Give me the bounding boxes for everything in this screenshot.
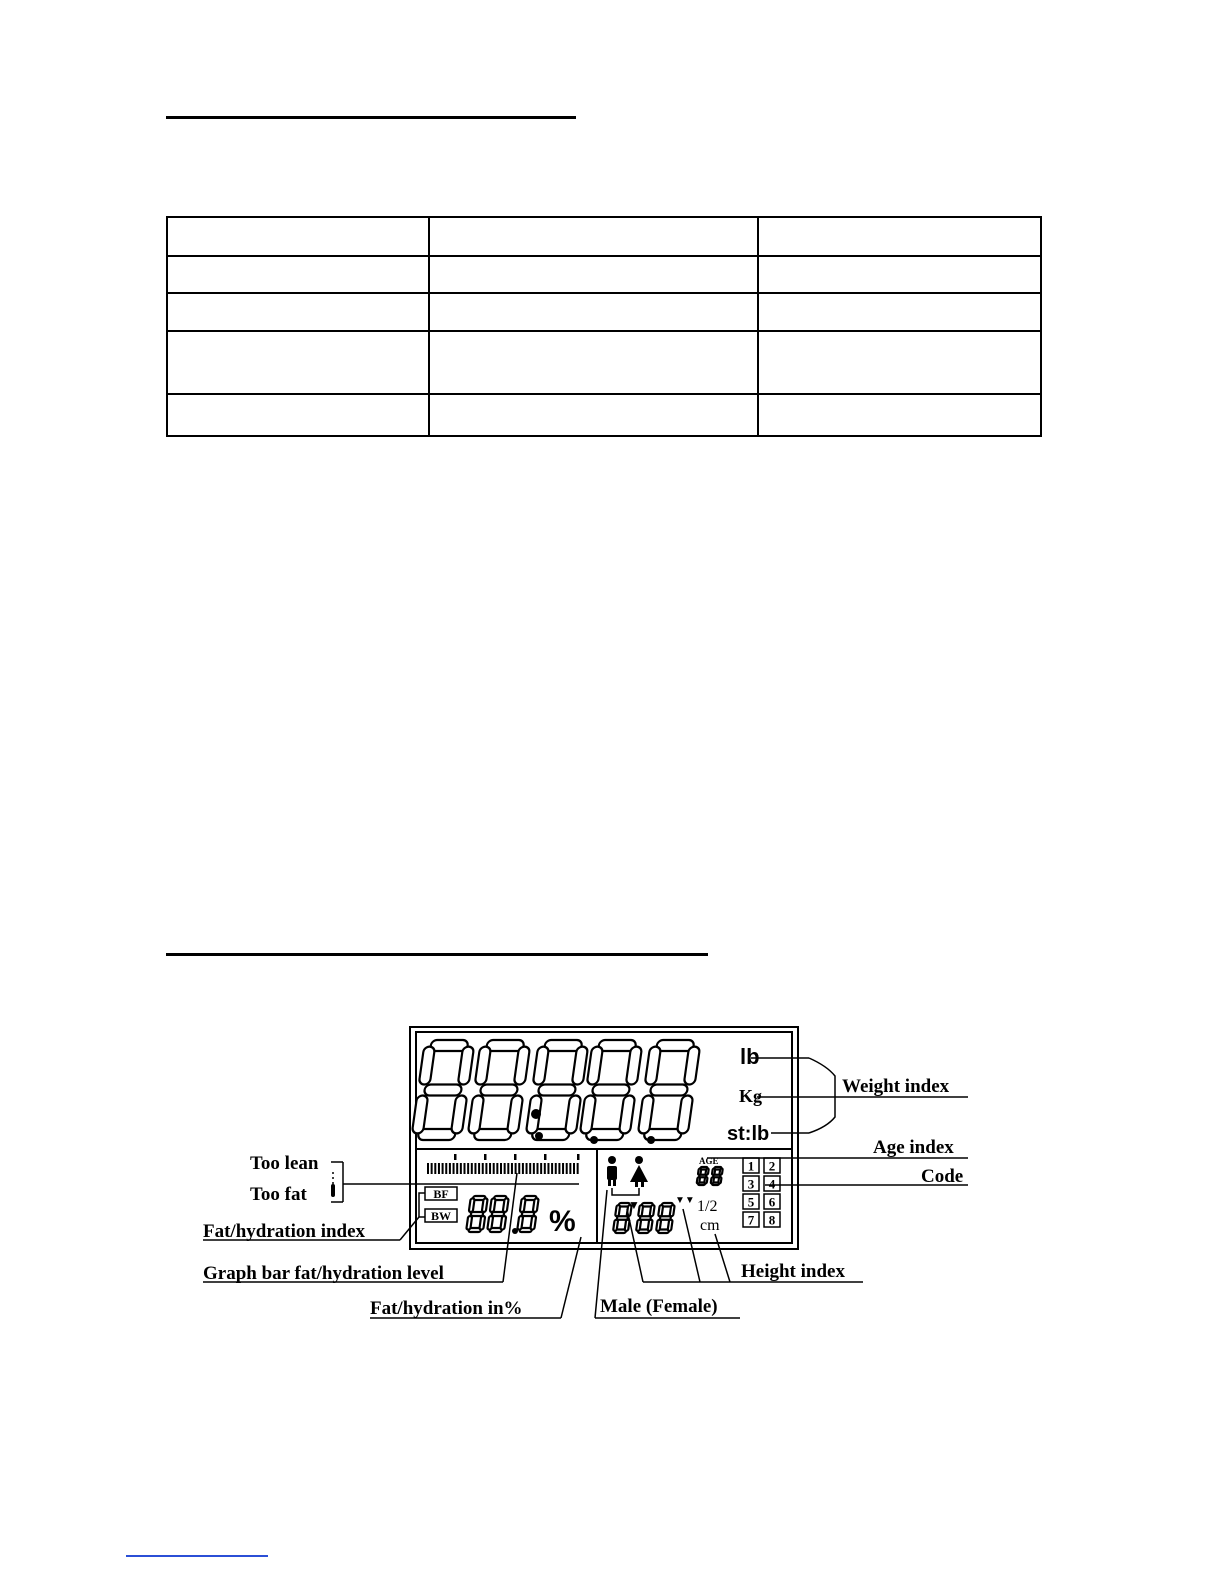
half-label: 1/2 [697,1198,718,1215]
annotation-code: Code [921,1166,964,1187]
digit-segment [718,1177,721,1183]
graph-bar-segment [445,1163,447,1174]
annotation-graph-bar: Graph bar fat/hydration level [203,1263,444,1284]
digit-segment [419,1047,435,1085]
table-cell [167,293,429,331]
code-number: 7 [747,1212,755,1228]
table-cell [758,331,1041,394]
graph-bar-marker [454,1154,457,1160]
digit-segment [514,1047,530,1085]
graph-bar-segment [555,1163,557,1174]
seven-segment-digit [579,1040,643,1140]
table-row [167,331,1041,394]
annotation-too-lean: Too lean [250,1153,319,1174]
graph-bar-segment [489,1163,491,1174]
table-cell [429,217,757,256]
table-cell [167,256,429,293]
table-cell [429,256,757,293]
annotation-fat-hydration-index: Fat/hydration index [203,1221,366,1242]
graph-bar-segment [464,1163,466,1174]
feet-mark: ▼ [628,1198,640,1212]
graph-bar-segment [496,1163,498,1174]
seven-segment-digit [517,1196,539,1232]
digit-segment [619,1096,635,1134]
code-number: 4 [768,1176,776,1192]
digit-segment [668,1220,673,1231]
graph-bar-segment [537,1163,539,1174]
decimal-point [535,1132,543,1140]
code-number: 8 [768,1212,776,1228]
unit-kg: Kg [739,1086,763,1106]
section-heading-underline [166,116,576,119]
seven-segment-digit [411,1040,475,1140]
code-number: 1 [747,1158,755,1174]
seven-segment-digit [637,1040,701,1140]
table-cell [758,217,1041,256]
graph-bar-marker [544,1154,547,1160]
table-cell [167,217,429,256]
inch-mark: ▼▼ [675,1195,695,1206]
graph-bar-segment [566,1163,568,1174]
graph-bar-segment [427,1163,429,1174]
digit-segment [517,1216,523,1230]
graph-bar-segment [434,1163,436,1174]
digit-segment [538,1085,576,1096]
decimal-point [512,1228,518,1234]
graph-bar-segment [442,1163,444,1174]
too-fat-marker [331,1184,335,1197]
table-cell [429,394,757,436]
cm-label: cm [700,1217,720,1234]
graph-bar-segment [460,1163,462,1174]
table-row [167,256,1041,293]
table-row [167,293,1041,331]
digit-segment [719,1169,722,1175]
digit-segment [650,1205,655,1216]
graph-bar-marker [577,1154,580,1160]
seven-segment-digit [710,1167,723,1185]
digit-segment [645,1047,661,1085]
graph-bar-segment [482,1163,484,1174]
digit-segment [677,1096,693,1134]
seven-segment-digit [466,1196,488,1232]
graph-bar-segment [511,1163,513,1174]
seven-segment-digit [467,1040,531,1140]
digit-segment [648,1220,653,1231]
graph-bar-marker [484,1154,487,1160]
digit-segment [500,1216,506,1230]
table-row [167,394,1041,436]
table-cell [429,331,757,394]
decimal-point [590,1136,598,1144]
graph-bar-segment [551,1163,553,1174]
graph-bar-segment [526,1163,528,1174]
weight-digits [411,1040,701,1140]
table-cell [758,293,1041,331]
digit-segment [458,1047,474,1085]
digit-segment [697,1177,700,1183]
digit-segment [658,1205,663,1216]
decimal-point [531,1109,541,1119]
digit-segment [636,1220,641,1231]
percent-sign: % [549,1205,576,1238]
graph-bar-segment [431,1163,433,1174]
graph-bar-segment [493,1163,495,1174]
code-number: 5 [747,1194,755,1210]
digit-segment [613,1220,618,1231]
table-cell [429,293,757,331]
digit-segment [572,1047,588,1085]
digit-segment [705,1169,708,1175]
digit-segment [487,1216,493,1230]
graph-bar-segment [474,1163,476,1174]
footer-link-underline [126,1555,268,1557]
digit-segment [626,1047,642,1085]
digit-segment [704,1177,707,1183]
code-number: 6 [768,1194,776,1210]
graph-bar-segment [522,1163,524,1174]
graph-bar-segment [558,1163,560,1174]
graph-bar-segment [529,1163,531,1174]
digit-segment [503,1198,509,1212]
digit-segment [480,1085,518,1096]
annotation-fat-hydration-percent: Fat/hydration in% [370,1298,523,1319]
digit-segment [533,1198,539,1212]
graph-bar-segment [467,1163,469,1174]
annotation-male-female: Male (Female) [600,1296,718,1317]
digit-segment [412,1096,428,1134]
graph-bar-segment [449,1163,451,1174]
fat-percent-digits [466,1196,539,1232]
graph-bar-segment [515,1163,517,1174]
female-icon [630,1156,648,1187]
digit-segment [580,1096,596,1134]
male-icon [607,1156,617,1186]
digit-segment [490,1198,496,1212]
graph-bar-segment [471,1163,473,1174]
digit-segment [475,1047,491,1085]
annotation-age-index: Age index [873,1137,954,1158]
decimal-point [647,1136,655,1144]
digit-segment [468,1096,484,1134]
graph-bar-segment [478,1163,480,1174]
digit-segment [466,1216,472,1230]
digit-segment [533,1047,549,1085]
graph-bar-segment [573,1163,575,1174]
annotation-height-index: Height index [741,1261,845,1282]
digit-segment [482,1198,488,1212]
digit-segment [469,1198,475,1212]
graph-bar-segment [562,1163,564,1174]
bw-tag: BW [430,1209,452,1223]
annotation-weight-index: Weight index [842,1076,950,1097]
age-digits [696,1167,723,1185]
digit-segment [451,1096,467,1134]
graph-bar-segment [507,1163,509,1174]
gender-bracket [612,1188,639,1195]
age-tag: AGE [699,1156,719,1166]
graph-bar-segment [485,1163,487,1174]
table-cell [758,394,1041,436]
digit-segment [479,1216,485,1230]
bf-tag: BF [433,1187,449,1201]
specification-table [166,216,1042,437]
graph-bar-segment [533,1163,535,1174]
digit-segment [656,1220,661,1231]
digit-segment [650,1085,688,1096]
code-grid [743,1158,780,1228]
digit-segment [698,1169,701,1175]
seven-segment-digit [487,1196,509,1232]
seven-segment-digit [696,1167,709,1185]
digit-segment [711,1177,714,1183]
table-cell [758,256,1041,293]
table-cell [167,394,429,436]
unit-lb: lb [740,1044,760,1069]
digit-segment [530,1216,536,1230]
digit-segment [638,1096,654,1134]
table-cell [167,331,429,394]
section-heading-underline [166,953,708,956]
graph-bar-marker [514,1154,517,1160]
digit-segment [684,1047,700,1085]
seven-segment-digit [656,1203,675,1233]
lcd-display-diagram [195,1012,995,1342]
digit-segment [507,1096,523,1134]
graph-bar-segment [453,1163,455,1174]
digit-segment [587,1047,603,1085]
digit-segment [625,1220,630,1231]
graph-bar-segment [540,1163,542,1174]
table-row [167,217,1041,256]
annotation-too-fat: Too fat [250,1184,307,1205]
graph-bar-segment [569,1163,571,1174]
graph-bar-segment [500,1163,502,1174]
code-number: 3 [747,1176,755,1192]
digit-segment [424,1085,462,1096]
unit-st-lb: st:lb [727,1123,770,1145]
digit-segment [520,1198,526,1212]
digit-segment [592,1085,630,1096]
height-digits [613,1203,675,1233]
graph-bar-segment [544,1163,546,1174]
graph-bar-segment [518,1163,520,1174]
graph-bar-segment [456,1163,458,1174]
code-number: 2 [768,1158,776,1174]
digit-segment [565,1096,581,1134]
digit-segment [712,1169,715,1175]
digit-segment [670,1205,675,1216]
graph-bar-segment [577,1163,579,1174]
graph-bar-segment [438,1163,440,1174]
graph-bar-segments [427,1154,580,1174]
graph-bar-segment [504,1163,506,1174]
seven-segment-digit [525,1040,589,1140]
graph-bar-segment [547,1163,549,1174]
digit-segment [615,1205,620,1216]
